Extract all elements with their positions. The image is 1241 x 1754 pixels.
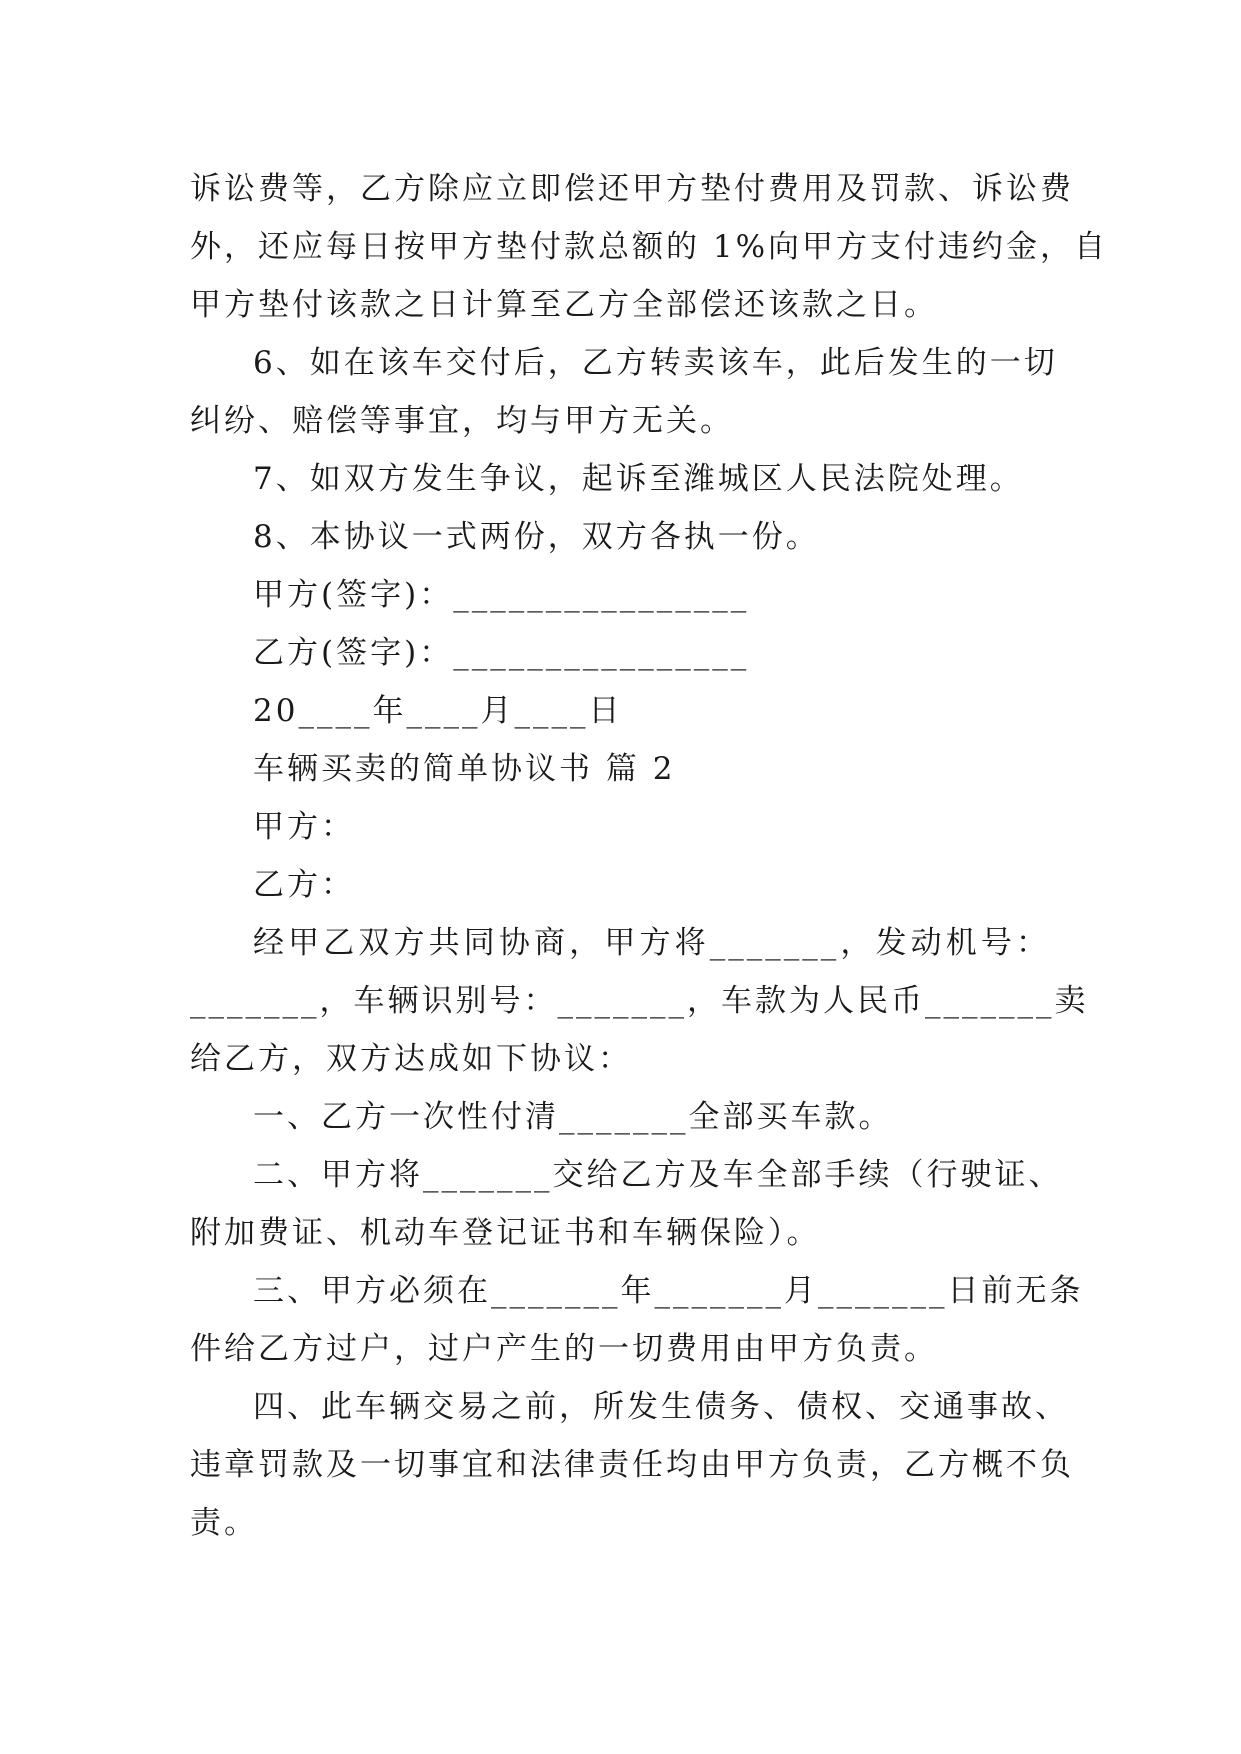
clause-6-line: 6、如在该车交付后，乙方转卖该车，此后发生的一切 bbox=[253, 345, 1058, 381]
date-line: 20____年____月____日 bbox=[253, 693, 623, 729]
intro-line: 给乙方，双方达成如下协议： bbox=[190, 1041, 632, 1077]
section-title: 车辆买卖的简单协议书 篇 2 bbox=[253, 751, 676, 787]
party-a-signature: 甲方(签字)：________________ bbox=[253, 577, 750, 613]
paragraph-line: 诉讼费等，乙方除应立即偿还甲方垫付费用及罚款、诉讼费 bbox=[190, 171, 1074, 207]
party-b-label: 乙方： bbox=[253, 867, 355, 903]
term-1: 一、乙方一次性付清_______全部买车款。 bbox=[253, 1099, 893, 1135]
paragraph-line: 甲方垫付该款之日计算至乙方全部偿还该款之日。 bbox=[190, 287, 938, 323]
term-4-line: 违章罚款及一切事宜和法律责任均由甲方负责，乙方概不负 bbox=[190, 1447, 1074, 1483]
intro-line: 经甲乙双方共同协商，甲方将_______，发动机号： bbox=[253, 925, 1050, 961]
term-4-line: 四、此车辆交易之前，所发生债务、债权、交通事故、 bbox=[253, 1389, 1069, 1425]
party-a-label: 甲方： bbox=[253, 809, 355, 845]
term-4-line: 责。 bbox=[190, 1505, 258, 1541]
clause-6-line: 纠纷、赔偿等事宜，均与甲方无关。 bbox=[190, 403, 734, 439]
term-3-line: 件给乙方过户，过户产生的一切费用由甲方负责。 bbox=[190, 1331, 938, 1367]
clause-8: 8、本协议一式两份，双方各执一份。 bbox=[253, 519, 820, 555]
party-b-signature: 乙方(签字)：________________ bbox=[253, 635, 750, 671]
term-3-line: 三、甲方必须在_______年_______月_______日前无条 bbox=[253, 1273, 1084, 1309]
term-2-line: 附加费证、机动车登记证书和车辆保险）。 bbox=[190, 1215, 821, 1251]
clause-7: 7、如双方发生争议，起诉至潍城区人民法院处理。 bbox=[253, 461, 1024, 497]
paragraph-line: 外，还应每日按甲方垫付款总额的 1%向甲方支付违约金，自 bbox=[190, 229, 1109, 265]
document-page bbox=[190, 160, 1109, 1552]
term-2-line: 二、甲方将_______交给乙方及车全部手续（行驶证、 bbox=[253, 1157, 1063, 1193]
intro-line: _______，车辆识别号：_______，车款为人民币_______卖 bbox=[190, 983, 1089, 1019]
